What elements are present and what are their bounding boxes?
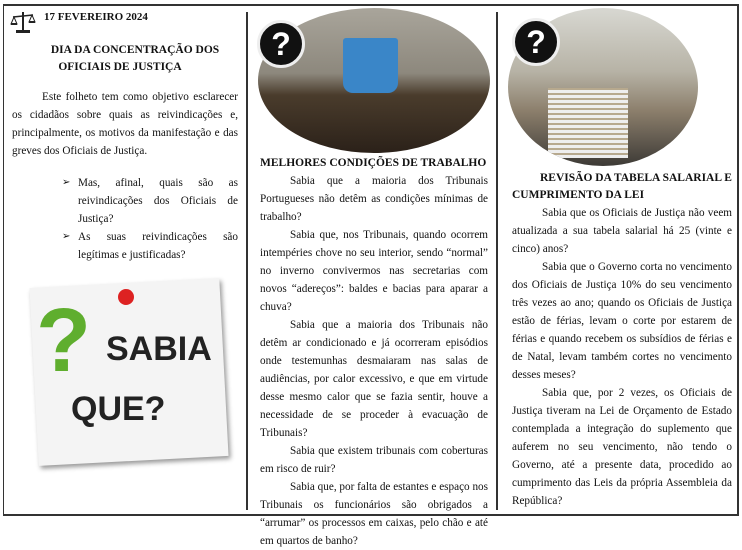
paragraph: Sabia que, por 2 vezes, os Oficiais de Justiça tiveram na Lei de Orçamento de Estado contemplada a integração do suplemento que auferem no seu vencimento, não tendo o Governo, até a presente data, procedido ao cumprimento das Leis da própria Assembleia da República?: [512, 387, 732, 507]
paragraph: Sabia que os Oficiais de Justiça não veem atualizada a sua tabela salarial há 25 (vinte e cinco) anos?: [512, 207, 732, 255]
pushpin-icon: [118, 289, 134, 305]
middle-column: [260, 155, 488, 550]
title-line: DIA DA CONCENTRAÇÃO DOS: [50, 44, 220, 56]
title-line: OFICIAIS DE JUSTIÇA: [58, 61, 182, 73]
question-mark-icon: ?: [36, 291, 91, 391]
paragraph: Sabia que existem tribunais com coberturas em risco de ruir?: [260, 445, 488, 475]
paragraph: Sabia que, nos Tribunais, quando ocorrem intempéries chove no seu interior, sendo “normal” no inverno convivermos nas secretarias com novos “adereços”: baldes e bacias para aparar a chuva?: [260, 229, 488, 313]
paragraph: Sabia que o Governo corta no vencimento dos Oficiais de Justiça 10% do seu vencimento três vezes ao ano; quando os Oficiais de Justiça estão de férias, levam o corte por estarem de férias e quando recebem os subsídios de férias e de Natal, levam também cortes no vencimento desses meses?: [512, 261, 732, 381]
leaflet-title: [12, 42, 238, 76]
left-column: [12, 42, 238, 264]
column-divider: [246, 12, 248, 510]
sabia-que-note-image: [26, 275, 231, 470]
right-column: [512, 170, 732, 510]
question-mark-icon: ?: [257, 20, 305, 68]
title-line: REVISÃO DA TABELA SALARIAL E: [540, 172, 732, 184]
title-line: CUMPRIMENTO DA LEI: [512, 189, 645, 201]
column-divider: [496, 12, 498, 510]
paragraph: Sabia que a maioria dos Tribunais Portugueses não detêm as condições mínimas de trabalho?: [260, 175, 488, 223]
intro-paragraph: Este folheto tem como objetivo esclarecer os cidadãos sobre quais as reivindicações e, principalmente, os motivos da manifestação e das greves dos Oficiais de Justiça.: [12, 91, 238, 157]
list-item: ➢ As suas reivindicações são legítimas e justificadas?: [62, 228, 238, 264]
note-text: QUE?: [71, 390, 166, 428]
question-mark-icon: ?: [512, 18, 560, 66]
paragraph: Sabia que a maioria dos Tribunais não detêm ar condicionado e já ocorreram episódios onde testemunhas desmaiaram nas salas de audiências, por calor excessivo, e que em virtude desse mesmo calor que se fazia sentir, houve a necessidade de se proceder à evacuação de Tribunais?: [260, 319, 488, 439]
paragraph: Sabia que, por falta de estantes e espaço nos Tribunais os funcionários são obrigados a “arrumar” os processos em caixas, pelo chão e até em quartos de banho?: [260, 481, 488, 547]
date: 17 FEVEREIRO 2024: [44, 11, 148, 23]
question-list: [62, 174, 238, 264]
section-title: MELHORES CONDIÇÕES DE TRABALHO: [260, 157, 487, 169]
note-text: SABIA: [106, 330, 212, 368]
list-item: ➢ Mas, afinal, quais são as reivindicações dos Oficiais de Justiça?: [62, 174, 238, 228]
section-title: [512, 170, 732, 204]
scales-of-justice-icon: [10, 10, 36, 34]
